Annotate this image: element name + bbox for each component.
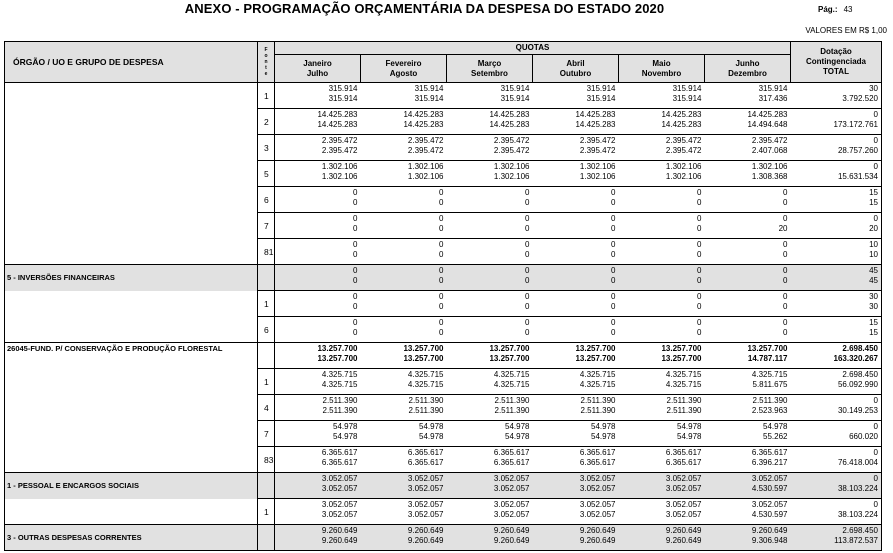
fonte-cell: 1 <box>258 499 275 525</box>
fonte-cell: 1 <box>258 291 275 317</box>
quota-cell: 0 0 <box>275 239 361 265</box>
quota-cell: 2.395.472 2.407.068 <box>705 135 791 161</box>
fonte-cell <box>258 525 275 551</box>
quota-cell: 0 0 <box>619 213 705 239</box>
quota-cell: 315.914 315.914 <box>586 84 616 103</box>
fonte-cell: 5 <box>258 161 275 187</box>
quota-cell: 1.302.106 1.302.106 <box>619 161 705 187</box>
quota-cell: 3.052.057 4.530.597 <box>705 473 791 499</box>
quota-cell: 54.978 55.262 <box>705 421 791 447</box>
quota-cell: 9.260.649 9.260.649 <box>619 525 705 551</box>
quota-cell: 315.914 315.914 <box>500 84 530 103</box>
table-row <box>5 317 882 343</box>
quota-cell: 0 0 <box>705 239 791 265</box>
month-header: Janeiro Julho <box>275 55 361 83</box>
quota-cell: 4.325.715 4.325.715 <box>619 369 705 395</box>
quota-cell: 0 0 <box>705 265 791 291</box>
table-row <box>5 265 882 291</box>
row-label <box>5 395 258 421</box>
quota-cell: 0 0 <box>705 187 791 213</box>
table-row <box>5 395 882 421</box>
fonte-cell: 1 <box>258 369 275 395</box>
month-header: Fevereiro Agosto <box>361 55 447 83</box>
row-label <box>5 161 258 187</box>
fonte-cell: 4 <box>258 395 275 421</box>
quota-cell: 2.511.390 2.511.390 <box>275 395 361 421</box>
quota-cell: 13.257.700 14.787.117 <box>705 343 791 369</box>
table-row <box>5 421 882 447</box>
total-cell: 10 10 <box>791 239 882 265</box>
quota-cell: 6.365.617 6.365.617 <box>619 447 705 473</box>
quota-cell: 9.260.649 9.260.649 <box>533 525 619 551</box>
total-cell: 0 173.172.761 <box>791 109 882 135</box>
quota-cell: 2.395.472 2.395.472 <box>533 135 619 161</box>
quota-cell: 2.395.472 2.395.472 <box>619 135 705 161</box>
quota-cell: 0 0 <box>361 317 447 343</box>
table-row <box>5 213 882 239</box>
total-cell: 15 15 <box>791 317 882 343</box>
quota-cell: 9.260.649 9.260.649 <box>361 525 447 551</box>
quota-cell: 6.365.617 6.365.617 <box>447 447 533 473</box>
quota-cell: 1.302.106 1.302.106 <box>275 161 361 187</box>
quota-cell: 0 0 <box>447 317 533 343</box>
fonte-cell: 2 <box>258 109 275 135</box>
total-cell: 0 20 <box>791 213 882 239</box>
quota-cell: 2.511.390 2.511.390 <box>533 395 619 421</box>
table-row <box>5 187 882 213</box>
total-cell: 30 30 <box>791 291 882 317</box>
total-cell: 0 28.757.260 <box>791 135 882 161</box>
quota-cell: 2.511.390 2.511.390 <box>447 395 533 421</box>
row-label <box>5 109 258 135</box>
quota-cell: 4.325.715 5.811.675 <box>705 369 791 395</box>
total-cell: 0 38.103.224 <box>791 473 882 499</box>
quota-cell: 13.257.700 13.257.700 <box>447 343 533 369</box>
quota-cell: 0 0 <box>361 213 447 239</box>
quota-cell: 54.978 54.978 <box>619 421 705 447</box>
quota-cell: 315.914 315.914 <box>672 84 702 103</box>
quota-cell: 0 0 <box>533 213 619 239</box>
table-row <box>5 369 882 395</box>
quota-cell: 3.052.057 3.052.057 <box>275 473 361 499</box>
quota-cell: 315.914 317.436 <box>758 84 788 103</box>
quota-cell: 9.260.649 9.260.649 <box>275 525 361 551</box>
row-label <box>5 317 258 343</box>
quota-cell: 2.511.390 2.511.390 <box>619 395 705 421</box>
total-cell: 2.698.450 163.320.267 <box>791 343 882 369</box>
quota-cell: 0 0 <box>275 291 361 317</box>
quotas-header: QUOTAS <box>275 42 791 55</box>
quota-cell: 0 0 <box>361 265 447 291</box>
quota-cell: 1.302.106 1.308.368 <box>705 161 791 187</box>
page-number: 43 <box>843 5 853 14</box>
fonte-cell <box>258 265 275 291</box>
quota-cell: 3.052.057 4.530.597 <box>705 499 791 525</box>
total-cell: 0 38.103.224 <box>791 499 882 525</box>
total-cell: 2.698.450 113.872.537 <box>791 525 882 551</box>
quota-cell: 0 0 <box>275 317 361 343</box>
quota-cell: 0 0 <box>705 291 791 317</box>
quota-cell: 3.052.057 3.052.057 <box>447 499 533 525</box>
quota-cell: 0 0 <box>447 239 533 265</box>
quota-cell: 0 0 <box>447 213 533 239</box>
document-title: ANEXO - PROGRAMAÇÃO ORÇAMENTÁRIA DA DESPESA DO ESTADO 2020 <box>184 1 665 16</box>
table-row <box>5 447 882 473</box>
row-label: 3 - OUTRAS DESPESAS CORRENTES <box>5 525 258 551</box>
total-cell: 15 15 <box>791 187 882 213</box>
quota-cell: 4.325.715 4.325.715 <box>447 369 533 395</box>
quota-cell: 3.052.057 3.052.057 <box>447 473 533 499</box>
table-row <box>5 525 882 551</box>
quota-cell: 3.052.057 3.052.057 <box>275 499 361 525</box>
quota-cell: 2.395.472 2.395.472 <box>361 135 447 161</box>
quota-cell: 1.302.106 1.302.106 <box>447 161 533 187</box>
table-row <box>5 499 882 525</box>
quota-cell: 0 0 <box>619 265 705 291</box>
fonte-cell: 6 <box>258 187 275 213</box>
quota-cell: 14.425.283 14.425.283 <box>275 109 361 135</box>
quota-cell: 0 0 <box>619 317 705 343</box>
quota-cell: 9.260.649 9.260.649 <box>447 525 533 551</box>
quota-cell: 14.425.283 14.425.283 <box>533 109 619 135</box>
month-header: Abril Outubro <box>533 55 619 83</box>
total-cell: 0 15.631.534 <box>791 161 882 187</box>
quota-cell: 6.365.617 6.396.217 <box>705 447 791 473</box>
table-row <box>5 239 882 265</box>
quota-cell: 13.257.700 13.257.700 <box>619 343 705 369</box>
total-cell: 0 660.020 <box>791 421 882 447</box>
quota-cell: 1.302.106 1.302.106 <box>361 161 447 187</box>
month-header: Maio Novembro <box>619 55 705 83</box>
quota-cell: 0 0 <box>361 239 447 265</box>
total-cell: 2.698.450 56.092.990 <box>791 369 882 395</box>
fonte-cell: 83 <box>258 447 275 473</box>
dotacao-header: Dotação Contingenciada TOTAL <box>791 42 882 83</box>
row-label <box>5 421 258 447</box>
quota-cell: 0 0 <box>533 291 619 317</box>
table-row <box>5 291 882 317</box>
fonte-cell <box>258 473 275 499</box>
quota-cell: 14.425.283 14.425.283 <box>447 109 533 135</box>
quota-cell: 3.052.057 3.052.057 <box>619 473 705 499</box>
total-cell: 0 30.149.253 <box>791 395 882 421</box>
table-row <box>5 473 882 499</box>
row-label <box>5 213 258 239</box>
orgao-header: ÓRGÃO / UO E GRUPO DE DESPESA <box>5 42 258 83</box>
quota-cell: 3.052.057 3.052.057 <box>361 499 447 525</box>
quota-cell: 14.425.283 14.425.283 <box>361 109 447 135</box>
quota-cell: 13.257.700 13.257.700 <box>275 343 361 369</box>
quota-cell: 14.425.283 14.425.283 <box>619 109 705 135</box>
quota-cell: 0 0 <box>619 239 705 265</box>
quota-cell: 54.978 54.978 <box>447 421 533 447</box>
row-label <box>5 499 258 525</box>
month-header: Março Setembro <box>447 55 533 83</box>
quota-cell: 0 0 <box>619 187 705 213</box>
fonte-cell: 1 <box>258 83 275 109</box>
quota-cell: 1.302.106 1.302.106 <box>533 161 619 187</box>
quota-cell: 0 0 <box>533 239 619 265</box>
month-header: Junho Dezembro <box>705 55 791 83</box>
quota-cell: 0 0 <box>533 265 619 291</box>
quota-cell: 9.260.649 9.306.948 <box>705 525 791 551</box>
quota-cell: 3.052.057 3.052.057 <box>361 473 447 499</box>
quota-cell: 315.914 315.914 <box>328 84 358 103</box>
row-label <box>5 187 258 213</box>
quota-cell: 3.052.057 3.052.057 <box>619 499 705 525</box>
currency-note: VALORES EM R$ 1,00 <box>805 26 887 35</box>
quota-cell: 0 0 <box>275 187 361 213</box>
row-label: 1 - PESSOAL E ENCARGOS SOCIAIS <box>5 473 258 499</box>
fonte-cell: 7 <box>258 421 275 447</box>
quota-cell: 14.425.283 14.494.648 <box>705 109 791 135</box>
row-label <box>5 135 258 161</box>
total-cell: 0 76.418.004 <box>791 447 882 473</box>
page-label: Pág.: <box>818 5 838 14</box>
table-row <box>5 83 882 109</box>
quota-cell: 315.914 315.914 <box>414 84 444 103</box>
page-indicator <box>818 5 852 14</box>
fonte-cell: 6 <box>258 317 275 343</box>
row-label <box>5 291 258 317</box>
fonte-cell: 7 <box>258 213 275 239</box>
quota-cell: 0 0 <box>533 187 619 213</box>
quota-cell: 0 0 <box>275 265 361 291</box>
quota-cell: 0 0 <box>619 291 705 317</box>
quota-cell: 3.052.057 3.052.057 <box>533 473 619 499</box>
total-cell: 45 45 <box>791 265 882 291</box>
row-label: 5 - INVERSÕES FINANCEIRAS <box>5 265 258 291</box>
quota-cell: 4.325.715 4.325.715 <box>361 369 447 395</box>
quota-cell: 13.257.700 13.257.700 <box>361 343 447 369</box>
quota-cell: 0 0 <box>447 187 533 213</box>
row-label <box>5 447 258 473</box>
quota-cell: 0 0 <box>447 265 533 291</box>
table-row <box>5 161 882 187</box>
quota-cell: 0 0 <box>705 317 791 343</box>
table-row <box>5 109 882 135</box>
quota-cell: 6.365.617 6.365.617 <box>361 447 447 473</box>
quota-cell: 2.395.472 2.395.472 <box>275 135 361 161</box>
budget-table <box>4 41 882 551</box>
quota-cell: 0 0 <box>533 317 619 343</box>
quota-cell: 0 0 <box>275 213 361 239</box>
quota-cell: 0 0 <box>361 291 447 317</box>
quota-cell: 4.325.715 4.325.715 <box>275 369 361 395</box>
quota-cell: 2.511.390 2.523.963 <box>705 395 791 421</box>
quota-cell: 2.511.390 2.511.390 <box>361 395 447 421</box>
row-label <box>5 239 258 265</box>
quota-cell: 0 0 <box>361 187 447 213</box>
table-row <box>5 135 882 161</box>
quota-cell: 3.052.057 3.052.057 <box>533 499 619 525</box>
table-row <box>5 343 882 369</box>
quota-cell: 4.325.715 4.325.715 <box>533 369 619 395</box>
quota-cell: 2.395.472 2.395.472 <box>447 135 533 161</box>
quota-cell: 54.978 54.978 <box>361 421 447 447</box>
fonte-header: F o n t e <box>258 42 275 83</box>
quota-cell: 0 20 <box>705 213 791 239</box>
row-label <box>5 83 258 109</box>
row-label: 26045-FUND. P/ CONSERVAÇÃO E PRODUÇÃO FLORESTAL <box>5 343 258 369</box>
quota-cell: 54.978 54.978 <box>275 421 361 447</box>
quota-cell: 0 0 <box>447 291 533 317</box>
fonte-cell: 3 <box>258 135 275 161</box>
quota-cell: 13.257.700 13.257.700 <box>533 343 619 369</box>
quota-cell: 6.365.617 6.365.617 <box>533 447 619 473</box>
quota-cell: 6.365.617 6.365.617 <box>275 447 361 473</box>
fonte-cell <box>258 343 275 369</box>
fonte-cell: 81 <box>258 239 275 265</box>
total-cell: 30 3.792.520 <box>791 83 882 109</box>
row-label <box>5 369 258 395</box>
quota-cell: 54.978 54.978 <box>533 421 619 447</box>
